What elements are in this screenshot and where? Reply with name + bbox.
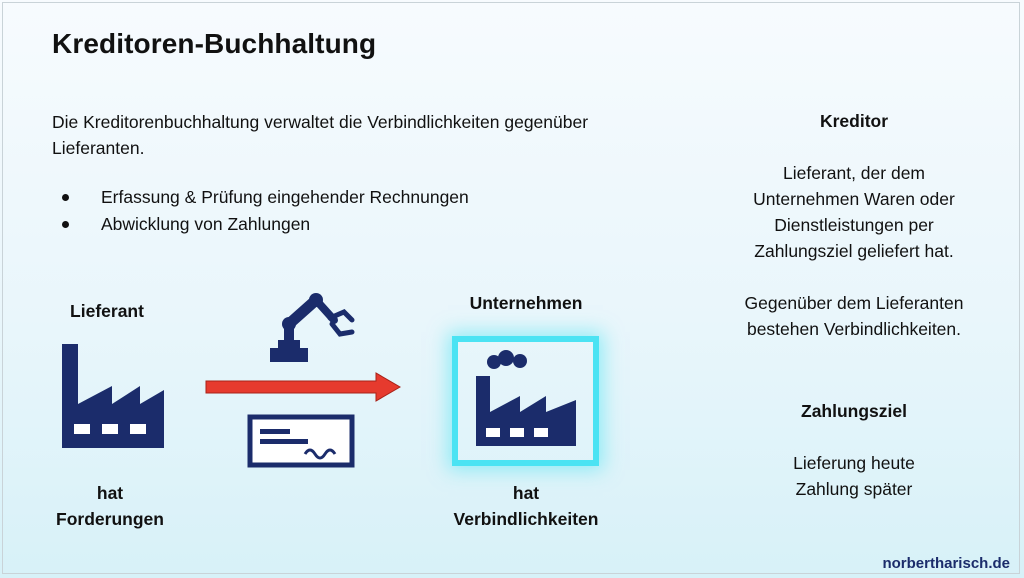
kreditor-text-line: Unternehmen Waren oder xyxy=(753,189,955,209)
kreditor-definition xyxy=(722,108,986,342)
kreditor-heading: Kreditor xyxy=(819,111,889,131)
kreditor-text-line: Lieferant, der dem xyxy=(782,163,926,183)
footer-website[interactable]: norbertharisch.de xyxy=(882,555,1010,572)
factory-smoke-icon xyxy=(472,350,580,448)
zahlungsziel-text-line: Zahlung später xyxy=(795,479,913,499)
zahlungsziel-definition xyxy=(722,398,986,502)
supplier-caption-line2: Forderungen xyxy=(56,509,164,529)
cheque-icon xyxy=(247,414,355,468)
company-caption xyxy=(436,480,616,532)
supplier-label: Lieferant xyxy=(70,301,144,321)
slide-title: Kreditoren-Buchhaltung xyxy=(52,28,377,59)
supplier-caption-line1: hat xyxy=(96,483,124,503)
zahlungsziel-text-line: Lieferung heute xyxy=(793,453,915,473)
kreditor-text-line: Dienstleistungen per xyxy=(774,215,934,235)
zahlungsziel-heading: Zahlungsziel xyxy=(801,401,907,421)
bullet-list xyxy=(58,184,469,238)
kreditor-text-line: Zahlungsziel geliefert hat. xyxy=(754,241,954,261)
robot-arm-icon xyxy=(268,292,360,364)
bullet-item: Abwicklung von Zahlungen xyxy=(58,211,469,238)
factory-icon xyxy=(60,344,166,450)
intro-text: Die Kreditorenbuchhaltung verwaltet die Verbindlichkeiten gegenüber Lieferanten. xyxy=(52,112,589,158)
arrow-right-icon xyxy=(204,370,402,404)
kreditor-text-line: Gegenüber dem Lieferanten xyxy=(744,293,964,313)
bullet-item: Erfassung & Prüfung eingehender Rechnungen xyxy=(58,184,469,211)
company-label: Unternehmen xyxy=(469,293,583,313)
kreditor-text-line: bestehen Verbindlichkeiten. xyxy=(746,319,962,339)
company-caption-line2: Verbindlichkeiten xyxy=(453,509,599,529)
supplier-caption xyxy=(40,480,180,532)
company-caption-line1: hat xyxy=(512,483,540,503)
